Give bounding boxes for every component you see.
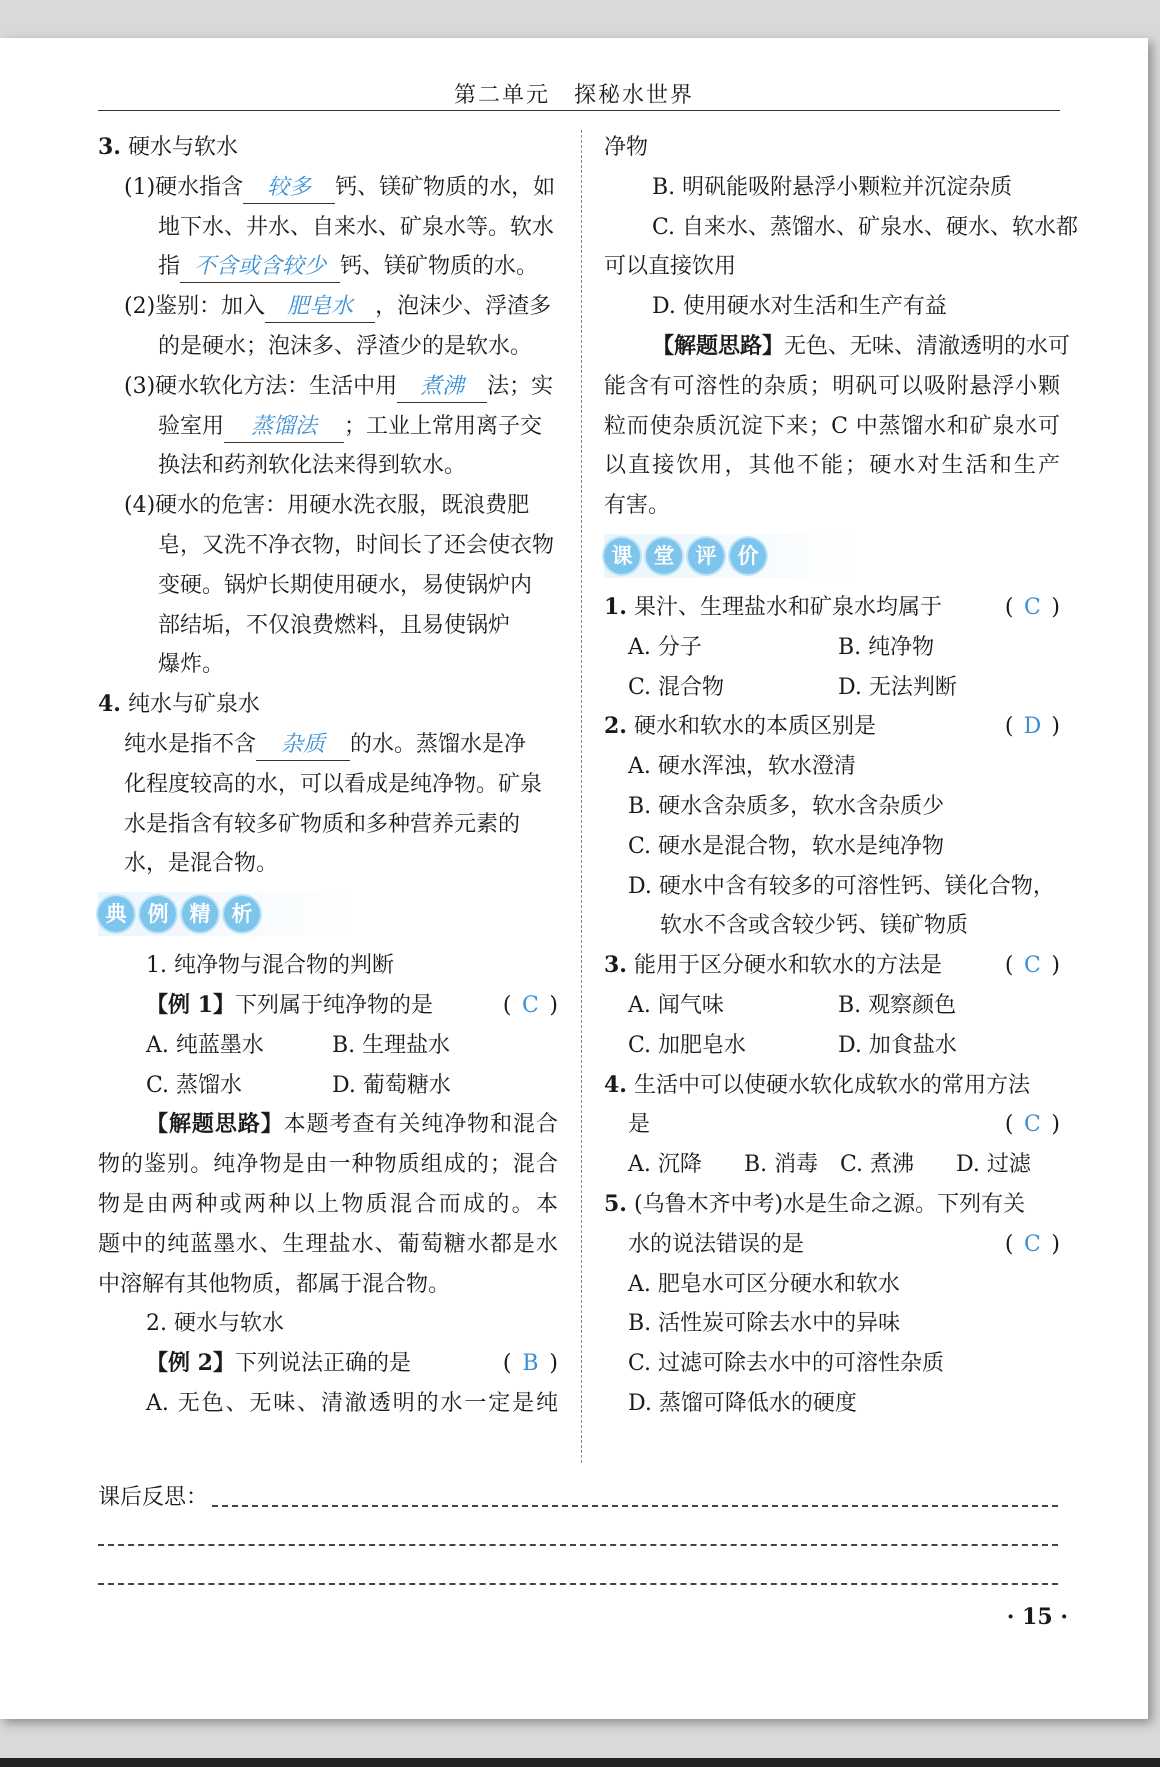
section-badge: 精 xyxy=(182,896,218,932)
section-title-evaluation xyxy=(604,532,1060,584)
answer-bracket: ( B ) xyxy=(502,1351,558,1377)
text-line: (3)硬水软化方法：生活中用 煮沸 法；实 xyxy=(98,367,558,407)
heading-hard-soft-water: 3. 硬水与软水 xyxy=(98,134,238,160)
sub-heading: 1. 纯净物与混合物的判断 xyxy=(146,953,394,979)
options-row: A. 分子 B. 纯净物 xyxy=(628,634,935,660)
solution-line: 以直接饮用，其他不能；硬水对生活和生产 xyxy=(604,453,1060,479)
section-badge: 析 xyxy=(224,896,260,932)
section-badge: 评 xyxy=(688,538,724,574)
page-header: 第二单元 探秘水世界 xyxy=(453,83,694,108)
option-line: C. 过滤可除去水中的可溶性杂质 xyxy=(628,1351,945,1377)
text-line: 验室用 蒸馏法 ；工业上常用离子交 xyxy=(98,407,558,447)
solution-line: 能含有可溶性的杂质；明矾可以吸附悬浮小颗 xyxy=(604,373,1060,399)
option-line: A. 无色、无味、清澈透明的水一定是纯 xyxy=(146,1390,558,1416)
options-row: A. 沉降 B. 消毒 C. 煮沸 D. 过滤 xyxy=(628,1152,1031,1178)
option-line: D. 蒸馏可降低水的硬度 xyxy=(628,1390,857,1416)
text-line: 水是指含有较多矿物质和多种营养元素的 xyxy=(124,811,521,837)
answer-bracket: ( D ) xyxy=(1004,714,1060,740)
answer-blank: 蒸馏法 xyxy=(224,412,344,443)
text-line: 地下水、井水、自来水、矿泉水等。软水 xyxy=(158,214,555,240)
answer-blank: 杂质 xyxy=(256,730,350,761)
right-column xyxy=(604,128,1079,1424)
options-row: C. 混合物 D. 无法判断 xyxy=(628,674,957,700)
answer-blank: 煮沸 xyxy=(397,372,487,403)
question-3: 3. 能用于区分硬水和软水的方法是 ( C ) xyxy=(604,946,1060,986)
option-line: B. 活性炭可除去水中的异味 xyxy=(628,1311,901,1337)
section-badge: 课 xyxy=(604,538,640,574)
answer-bracket: ( C ) xyxy=(502,992,558,1018)
column-divider xyxy=(581,130,582,1463)
solution-line: 【解题思路】本题考查有关纯净物和混合 xyxy=(146,1111,558,1138)
solution-line: 物是由两种或两种以上物质混合而成的。本 xyxy=(98,1191,558,1217)
reflection-line[interactable] xyxy=(98,1583,1058,1585)
reflection-line[interactable] xyxy=(98,1544,1058,1546)
options-row: A. 纯蓝墨水 B. 生理盐水 xyxy=(146,1032,451,1058)
option-line: D. 使用硬水对生活和生产有益 xyxy=(652,294,947,320)
solution-line: 粒而使杂质沉淀下来；C 中蒸馏水和矿泉水可 xyxy=(604,413,1060,439)
text-line: 皂，又洗不净衣物，时间长了还会使衣物 xyxy=(158,532,555,558)
option-line: C. 自来水、蒸馏水、矿泉水、硬水、软水都 xyxy=(652,214,1079,240)
heading-pure-mineral-water: 4. 纯水与矿泉水 xyxy=(98,691,260,718)
text-line: 化程度较高的水，可以看成是纯净物。矿泉 xyxy=(124,771,543,797)
text-line: 部结垢，不仅浪费燃料，且易使锅炉 xyxy=(158,612,511,638)
answer-blank: 不含或含较少 xyxy=(180,252,340,283)
solution-line: 题中的纯蓝墨水、生理盐水、葡萄糖水都是水 xyxy=(98,1231,558,1257)
answer-bracket: ( C ) xyxy=(1004,594,1060,620)
solution-line: 有害。 xyxy=(604,493,671,519)
option-line: 净物 xyxy=(604,135,649,160)
question-5-cont: 水的说法错误的是 ( C ) xyxy=(604,1225,1060,1265)
options-row: C. 蒸馏水 D. 葡萄糖水 xyxy=(146,1072,451,1098)
text-line: 纯水是指不含 杂质 的水。蒸馏水是净 xyxy=(98,725,558,765)
reflection-line[interactable] xyxy=(212,1505,1058,1507)
example-question: 【例 1】下列属于纯净物的是 ( C ) xyxy=(98,986,558,1026)
question-1: 1. 果汁、生理盐水和矿泉水均属于 ( C ) xyxy=(604,588,1060,628)
section-badge: 堂 xyxy=(646,538,682,574)
option-line: D. 硬水中含有较多的可溶性钙、镁化合物， xyxy=(628,873,1055,899)
option-line: 软水不含或含较少钙、镁矿物质 xyxy=(660,913,969,939)
options-row: A. 闻气味 B. 观察颜色 xyxy=(628,992,957,1018)
text-line: 爆炸。 xyxy=(158,652,225,678)
text-line: 指 不含或含较少 钙、镁矿物质的水。 xyxy=(98,247,558,287)
options-row: C. 加肥皂水 D. 加食盐水 xyxy=(628,1032,957,1058)
text-line: 的是硬水；泡沫多、浮渣少的是软水。 xyxy=(158,333,533,359)
solution-line: 【解题思路】无色、无味、清澈透明的水可 xyxy=(652,332,1071,359)
solution-line: 物的鉴别。纯净物是由一种物质组成的；混合 xyxy=(98,1152,558,1178)
question-2: 2. 硬水和软水的本质区别是 ( D ) xyxy=(604,707,1060,747)
answer-bracket: ( C ) xyxy=(1004,1231,1060,1257)
page-number: · 15 · xyxy=(1006,1604,1068,1630)
question-4: 4. 生活中可以使硬水软化成软水的常用方法 xyxy=(604,1071,1030,1098)
answer-bracket: ( C ) xyxy=(1004,953,1060,979)
section-title-examples xyxy=(98,890,558,942)
text-line: (4)硬水的危害：用硬水洗衣服，既浪费肥 xyxy=(124,493,530,519)
reflection-label: 课后反思： xyxy=(98,1485,209,1510)
text-line: (1)硬水指含 较多 钙、镁矿物质的水，如 xyxy=(98,168,558,208)
answer-blank: 较多 xyxy=(243,173,335,204)
question-4-cont: 是 ( C ) xyxy=(604,1105,1060,1145)
option-line: B. 硬水含杂质多，软水含杂质少 xyxy=(628,793,945,819)
text-line: (2)鉴别：加入 肥皂水 ，泡沫少、浮渣多 xyxy=(98,287,558,327)
left-column xyxy=(98,128,558,1424)
solution-line: 中溶解有其他物质，都属于混合物。 xyxy=(98,1271,451,1297)
answer-bracket: ( C ) xyxy=(1004,1112,1060,1138)
bottom-bar xyxy=(0,1758,1160,1767)
option-line: 可以直接饮用 xyxy=(604,254,737,280)
option-line: B. 明矾能吸附悬浮小颗粒并沉淀杂质 xyxy=(652,174,1013,200)
example-question: 【例 2】下列说法正确的是 ( B ) xyxy=(98,1344,558,1384)
section-badge: 典 xyxy=(98,896,134,932)
option-line: A. 硬水浑浊，软水澄清 xyxy=(628,754,856,780)
text-line: 变硬。锅炉长期使用硬水，易使锅炉内 xyxy=(158,572,533,598)
question-5: 5. (乌鲁木齐中考)水是生命之源。下列有关 xyxy=(604,1190,1026,1217)
section-badge: 价 xyxy=(730,538,766,574)
section-badge: 例 xyxy=(140,896,176,932)
sub-heading: 2. 硬水与软水 xyxy=(146,1311,284,1337)
text-line: 换法和药剂软化法来得到软水。 xyxy=(158,453,467,479)
option-line: C. 硬水是混合物，软水是纯净物 xyxy=(628,833,945,859)
answer-blank: 肥皂水 xyxy=(265,292,375,323)
text-line: 水，是混合物。 xyxy=(124,851,279,877)
option-line: A. 肥皂水可区分硬水和软水 xyxy=(628,1271,900,1297)
header-rule xyxy=(98,110,1060,111)
